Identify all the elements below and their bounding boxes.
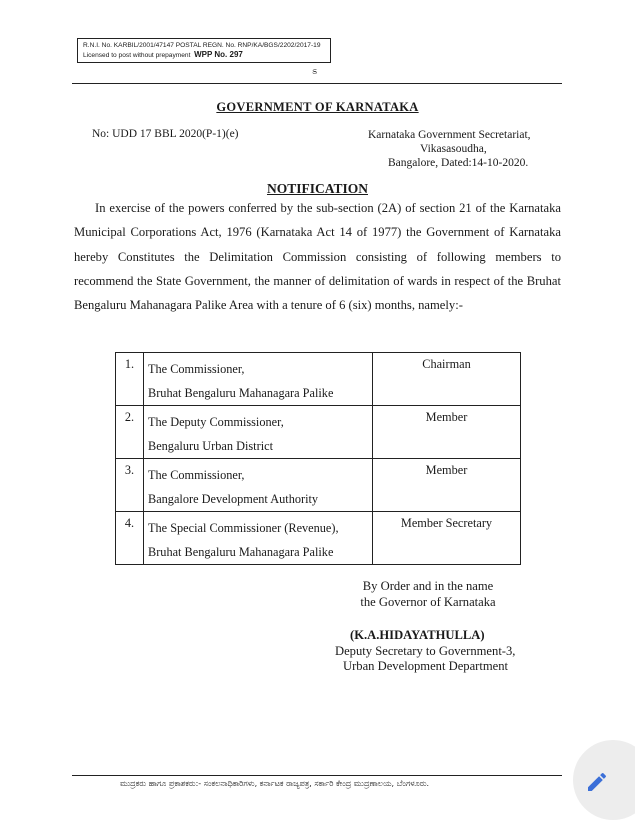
table-row bbox=[116, 406, 521, 459]
signatory-name: (K.A.HIDAYATHULLA) bbox=[350, 628, 485, 642]
member-title: The Deputy Commissioner, bbox=[148, 415, 284, 429]
gazette-registration-box bbox=[77, 38, 331, 63]
signatory-designation: Deputy Secretary to Government-3, bbox=[335, 643, 516, 658]
member-organization: Bangalore Development Authority bbox=[148, 492, 319, 506]
member-organization: Bruhat Bengaluru Mahanagara Palike bbox=[148, 545, 334, 559]
member-number: 3. bbox=[116, 459, 144, 512]
member-role: Member bbox=[373, 459, 521, 512]
member-title: The Commissioner, bbox=[148, 362, 245, 376]
gazette-license-text: Licensed to post without prepayment bbox=[83, 52, 191, 59]
member-number: 1. bbox=[116, 353, 144, 406]
pencil-icon bbox=[585, 770, 609, 794]
member-designation bbox=[144, 459, 373, 512]
order-number: No: UDD 17 BBL 2020(P-1)(e) bbox=[92, 128, 239, 140]
page-mark: ಽ bbox=[312, 66, 318, 77]
table-row bbox=[116, 353, 521, 406]
edit-button[interactable] bbox=[573, 740, 635, 820]
table-row bbox=[116, 512, 521, 565]
order-closing bbox=[348, 578, 508, 610]
notification-title: NOTIFICATION bbox=[266, 181, 368, 196]
member-number: 2. bbox=[116, 406, 144, 459]
table-row bbox=[116, 459, 521, 512]
member-title: The Commissioner, bbox=[148, 468, 245, 482]
member-role: Member bbox=[373, 406, 521, 459]
footer-divider bbox=[72, 775, 562, 776]
order-closing-line: the Governor of Karnataka bbox=[360, 595, 496, 609]
member-number: 4. bbox=[116, 512, 144, 565]
members-table bbox=[115, 352, 521, 565]
footer-imprint: ಮುದ್ರಕರು ಹಾಗೂ ಪ್ರಕಾಶಕರು:- ಸಂಕಲನಾಧಿಕಾರಿಗಳು, ಕರ್ನಾಟಕ ರಾಜ್ಯಪತ್ರ, ಸರ್ಕಾರಿ ಕೇಂದ್ರ ಮುದ್ರಣಾಲಯ, ಬೆಂಗಳೂರು. bbox=[120, 779, 430, 788]
member-designation bbox=[144, 406, 373, 459]
secretariat-line: Vikasasoudha, bbox=[420, 143, 487, 155]
member-title: The Special Commissioner (Revenue), bbox=[148, 521, 339, 535]
signatory-department: Urban Development Department bbox=[343, 659, 509, 673]
member-role: Member Secretary bbox=[373, 512, 521, 565]
member-designation bbox=[144, 512, 373, 565]
header-divider bbox=[72, 83, 562, 84]
gazette-wpp-number: WPP No. 297 bbox=[194, 50, 243, 59]
government-title: GOVERNMENT OF KARNATAKA bbox=[216, 100, 419, 114]
secretariat-address bbox=[368, 128, 531, 170]
member-organization: Bengaluru Urban District bbox=[148, 439, 273, 453]
gazette-license-line bbox=[83, 50, 330, 60]
order-closing-line: By Order and in the name bbox=[362, 579, 494, 593]
member-organization: Bruhat Bengaluru Mahanagara Palike bbox=[148, 386, 334, 400]
member-role: Chairman bbox=[373, 353, 521, 406]
gazette-registration-line: R.N.I. No. KARBIL/2001/47147 POSTAL REGN. No. RNP/KA/BGS/2202/2017-19 bbox=[83, 42, 321, 49]
notification-body: In exercise of the powers conferred by the sub-section (2A) of section 21 of the Karnataka Municipal Corporations Act, 1976 (Karnataka Act 14 of 1977) the Government of Karnataka hereby Constitutes the Delimitation Commission consisting of following members to recommend the State Government, the manner of delimitation of wards in respect of the Bruhat Bengaluru Mahanagara Palike Area with a tenure of 6 (six) months, namely:- bbox=[74, 201, 561, 313]
secretariat-date: Bangalore, Dated:14-10-2020. bbox=[388, 157, 529, 169]
secretariat-line: Karnataka Government Secretariat, bbox=[368, 129, 531, 141]
signatory-block bbox=[335, 628, 515, 675]
member-designation bbox=[144, 353, 373, 406]
